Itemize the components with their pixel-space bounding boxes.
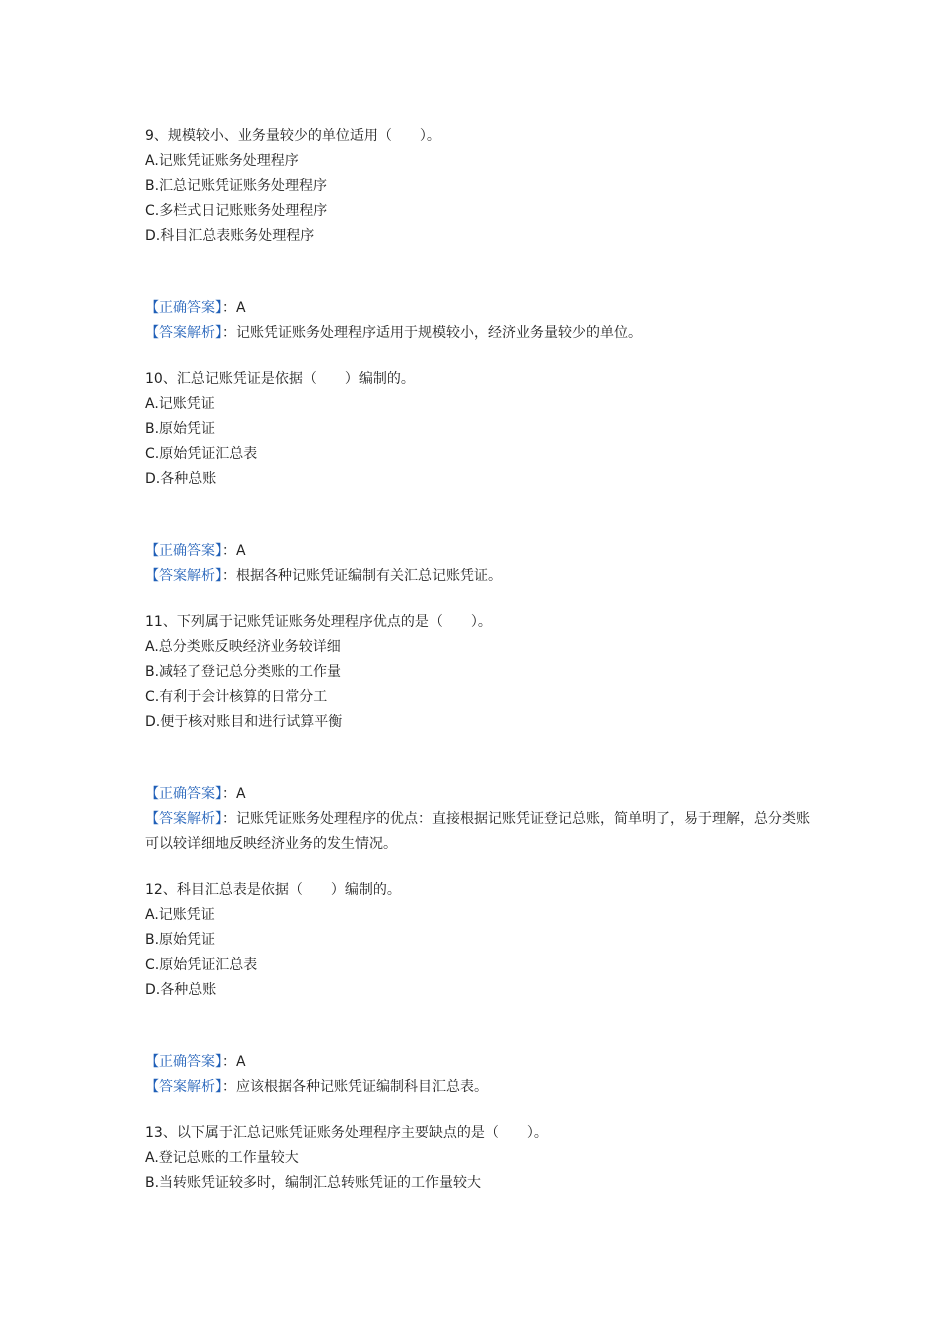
answer-label: 【正确答案】	[145, 1054, 222, 1070]
option-d: D.各种总账	[145, 982, 217, 998]
correct-answer	[145, 539, 825, 564]
analysis-text: ：记账凭证账务处理程序适用于规模较小，经济业务量较少的单位。	[222, 325, 642, 341]
question-13	[145, 1121, 825, 1196]
answer-value: ：A	[222, 543, 246, 559]
correct-answer	[145, 296, 825, 321]
answer-value: ：A	[222, 1054, 246, 1070]
option-d: D.科目汇总表账务处理程序	[145, 228, 315, 244]
option-d: D.便于核对账目和进行试算平衡	[145, 714, 343, 730]
option-a: A.记账凭证	[145, 907, 215, 923]
analysis-text: ：应该根据各种记账凭证编制科目汇总表。	[222, 1079, 488, 1095]
question-11	[145, 610, 825, 878]
question-12	[145, 878, 825, 1121]
analysis-label: 【答案解析】	[145, 568, 222, 584]
correct-answer	[145, 782, 825, 807]
question-stem: 9、规模较小、业务量较少的单位适用（ ）。	[145, 128, 441, 144]
option-b: B.减轻了登记总分类账的工作量	[145, 664, 342, 680]
option-b: B.原始凭证	[145, 421, 216, 437]
answer-analysis	[145, 807, 817, 857]
question-stem: 11、下列属于记账凭证账务处理程序优点的是（ ）。	[145, 614, 492, 630]
document-page	[145, 124, 825, 1196]
analysis-label: 【答案解析】	[145, 325, 222, 341]
answer-analysis	[145, 321, 825, 346]
option-a: A.记账凭证账务处理程序	[145, 153, 299, 169]
option-a: A.登记总账的工作量较大	[145, 1150, 299, 1166]
option-b: B.当转账凭证较多时，编制汇总转账凭证的工作量较大	[145, 1175, 482, 1191]
answer-label: 【正确答案】	[145, 786, 222, 802]
question-stem: 10、汇总记账凭证是依据（ ）编制的。	[145, 371, 415, 387]
analysis-text: ：记账凭证账务处理程序的优点：直接根据记账凭证登记总账，简单明了，易于理解，总分类账可以较详细地反映经济业务的发生情况。	[145, 811, 810, 852]
answer-analysis	[145, 1075, 825, 1100]
answer-label: 【正确答案】	[145, 543, 222, 559]
option-b: B.汇总记账凭证账务处理程序	[145, 178, 328, 194]
analysis-label: 【答案解析】	[145, 1079, 222, 1095]
option-d: D.各种总账	[145, 471, 217, 487]
analysis-label: 【答案解析】	[145, 811, 222, 827]
answer-value: ：A	[222, 786, 246, 802]
question-9	[145, 124, 825, 367]
answer-analysis	[145, 564, 825, 589]
option-a: A.总分类账反映经济业务较详细	[145, 639, 341, 655]
option-a: A.记账凭证	[145, 396, 215, 412]
question-10	[145, 367, 825, 610]
option-c: C.原始凭证汇总表	[145, 446, 258, 462]
answer-label: 【正确答案】	[145, 300, 222, 316]
option-c: C.有利于会计核算的日常分工	[145, 689, 328, 705]
analysis-text: ：根据各种记账凭证编制有关汇总记账凭证。	[222, 568, 502, 584]
answer-value: ：A	[222, 300, 246, 316]
question-stem: 12、科目汇总表是依据（ ）编制的。	[145, 882, 401, 898]
question-stem: 13、以下属于汇总记账凭证账务处理程序主要缺点的是（ ）。	[145, 1125, 548, 1141]
option-c: C.原始凭证汇总表	[145, 957, 258, 973]
option-b: B.原始凭证	[145, 932, 216, 948]
correct-answer	[145, 1050, 825, 1075]
option-c: C.多栏式日记账账务处理程序	[145, 203, 328, 219]
